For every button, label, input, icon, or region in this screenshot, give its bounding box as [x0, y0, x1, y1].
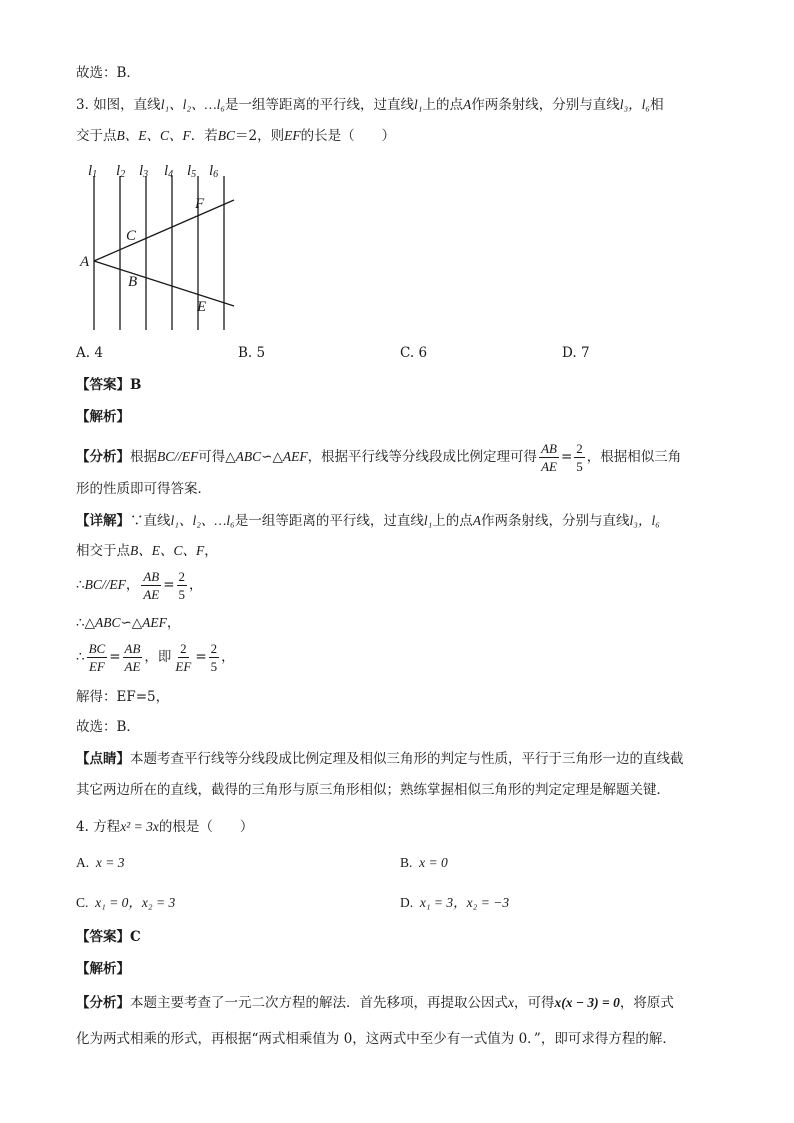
q3-detail-line1: 【详解】∵直线l₁、l₂、…l₆是一组等距离的平行线，过直线l₁上的点A作两条射线，分别与直线l₃，l₆ — [76, 513, 660, 529]
label-l5: l5 — [187, 163, 197, 180]
label-l6: l6 — [209, 163, 219, 180]
q4-option-a: A. x = 3 — [76, 855, 125, 870]
q3-number: 3. — [76, 97, 89, 113]
q3-analysis-heading: 【解析】 — [76, 409, 130, 425]
q4-fenxi-line1: 【分析】本题主要考查了一元二次方程的解法．首先移项，再提取公因式x，可得x(x − 3) = 0，将原式 — [76, 995, 674, 1011]
fraction-2-5: $\frac{2}{5}$ — [576, 441, 583, 474]
q3-option-d: D. 7 — [562, 345, 590, 361]
point-label-C: C — [126, 228, 137, 244]
point-label-E: E — [197, 299, 207, 315]
q3-dianjing-line1: 【点睛】本题考查平行线等分线段成比例定理及相似三角形的判定与性质，平行于三角形一边的直线截 — [76, 751, 684, 767]
q3-dianjing-line2: 其它两边所在的直线，截得的三角形与原三角形相似；熟练掌握相似三角形的判定定理是解题关键． — [76, 782, 670, 798]
q4-stem: 4. 方程x² = 3x的根是（ ） — [76, 819, 254, 835]
q3-detail-step2: ∴△ABC∽△AEF， — [76, 615, 181, 631]
point-label-B: B — [128, 274, 138, 290]
q3-detail-solve: 解得：EF=5， — [76, 689, 170, 705]
q4-fenxi-line2: 化为两式相乘的形式，再根据“两式相乘值为 0，这两式中至少有一式值为 0．”，即可求得方程的解． — [76, 1031, 676, 1047]
q3-fenxi-line2: 形的性质即可得答案． — [76, 481, 211, 497]
q3-detail-line2: 相交于点B、E、C、F， — [76, 543, 218, 559]
q4-option-d: D. x₁ = 3，x₂ = −3 — [400, 895, 510, 910]
fraction-AB-AE: $\frac{AB}{AE}$ — [541, 441, 557, 474]
label-l3: l3 — [139, 163, 149, 180]
q3-option-c: C. 6 — [400, 345, 428, 361]
ray-AF — [94, 200, 234, 261]
parallel-lines-figure — [76, 156, 246, 336]
q4-option-c: C. x₁ = 0，x₂ = 3 — [76, 895, 176, 910]
q4-option-b: B. x = 0 — [400, 855, 448, 870]
q3-answer: 【答案】B — [76, 377, 142, 393]
label-l1: l1 — [88, 163, 98, 180]
q3-detail-select: 故选：B． — [76, 719, 140, 735]
label-l4: l4 — [164, 163, 174, 180]
label-l2: l2 — [116, 163, 126, 180]
q4-answer: 【答案】C — [76, 929, 141, 945]
q3-option-b: B. 5 — [238, 345, 266, 361]
q3-stem-line2: 交于点B、E、C、F．若BC＝2，则EF的长是（ ） — [76, 128, 396, 144]
ray-AE — [94, 261, 234, 306]
q4-analysis-heading: 【解析】 — [76, 961, 130, 977]
previous-answer-select: 故选：B． — [76, 65, 140, 81]
q3-detail-step3: ∴ $\frac{BC}{EF}$ = $\frac{AB}{AE}$ ，即 $\frac{2}{EF}$ = $\frac{2}{5}$ ， — [76, 641, 235, 674]
q3-fenxi-line1: 【分析】根据BC//EF可得△ABC∽△AEF，根据平行线等分线段成比例定理可得 $\frac{AB}{AE}$ = $\frac{2}{5}$ ，根据相似三角 — [76, 441, 682, 474]
q3-detail-step1: ∴BC//EF， $\frac{AB}{AE}$ = $\frac{2}{5}$ ， — [76, 569, 203, 602]
point-label-A: A — [80, 254, 90, 270]
q3-option-a: A. 4 — [76, 345, 103, 361]
point-label-F: F — [195, 196, 205, 212]
q4-number: 4. — [76, 819, 89, 835]
q3-stem-line1: 3. 如图，直线l₁、l₂、…l₆是一组等距离的平行线，过直线l₁上的点A作两条射线，分别与直线l₃，l₆相 — [76, 97, 664, 113]
